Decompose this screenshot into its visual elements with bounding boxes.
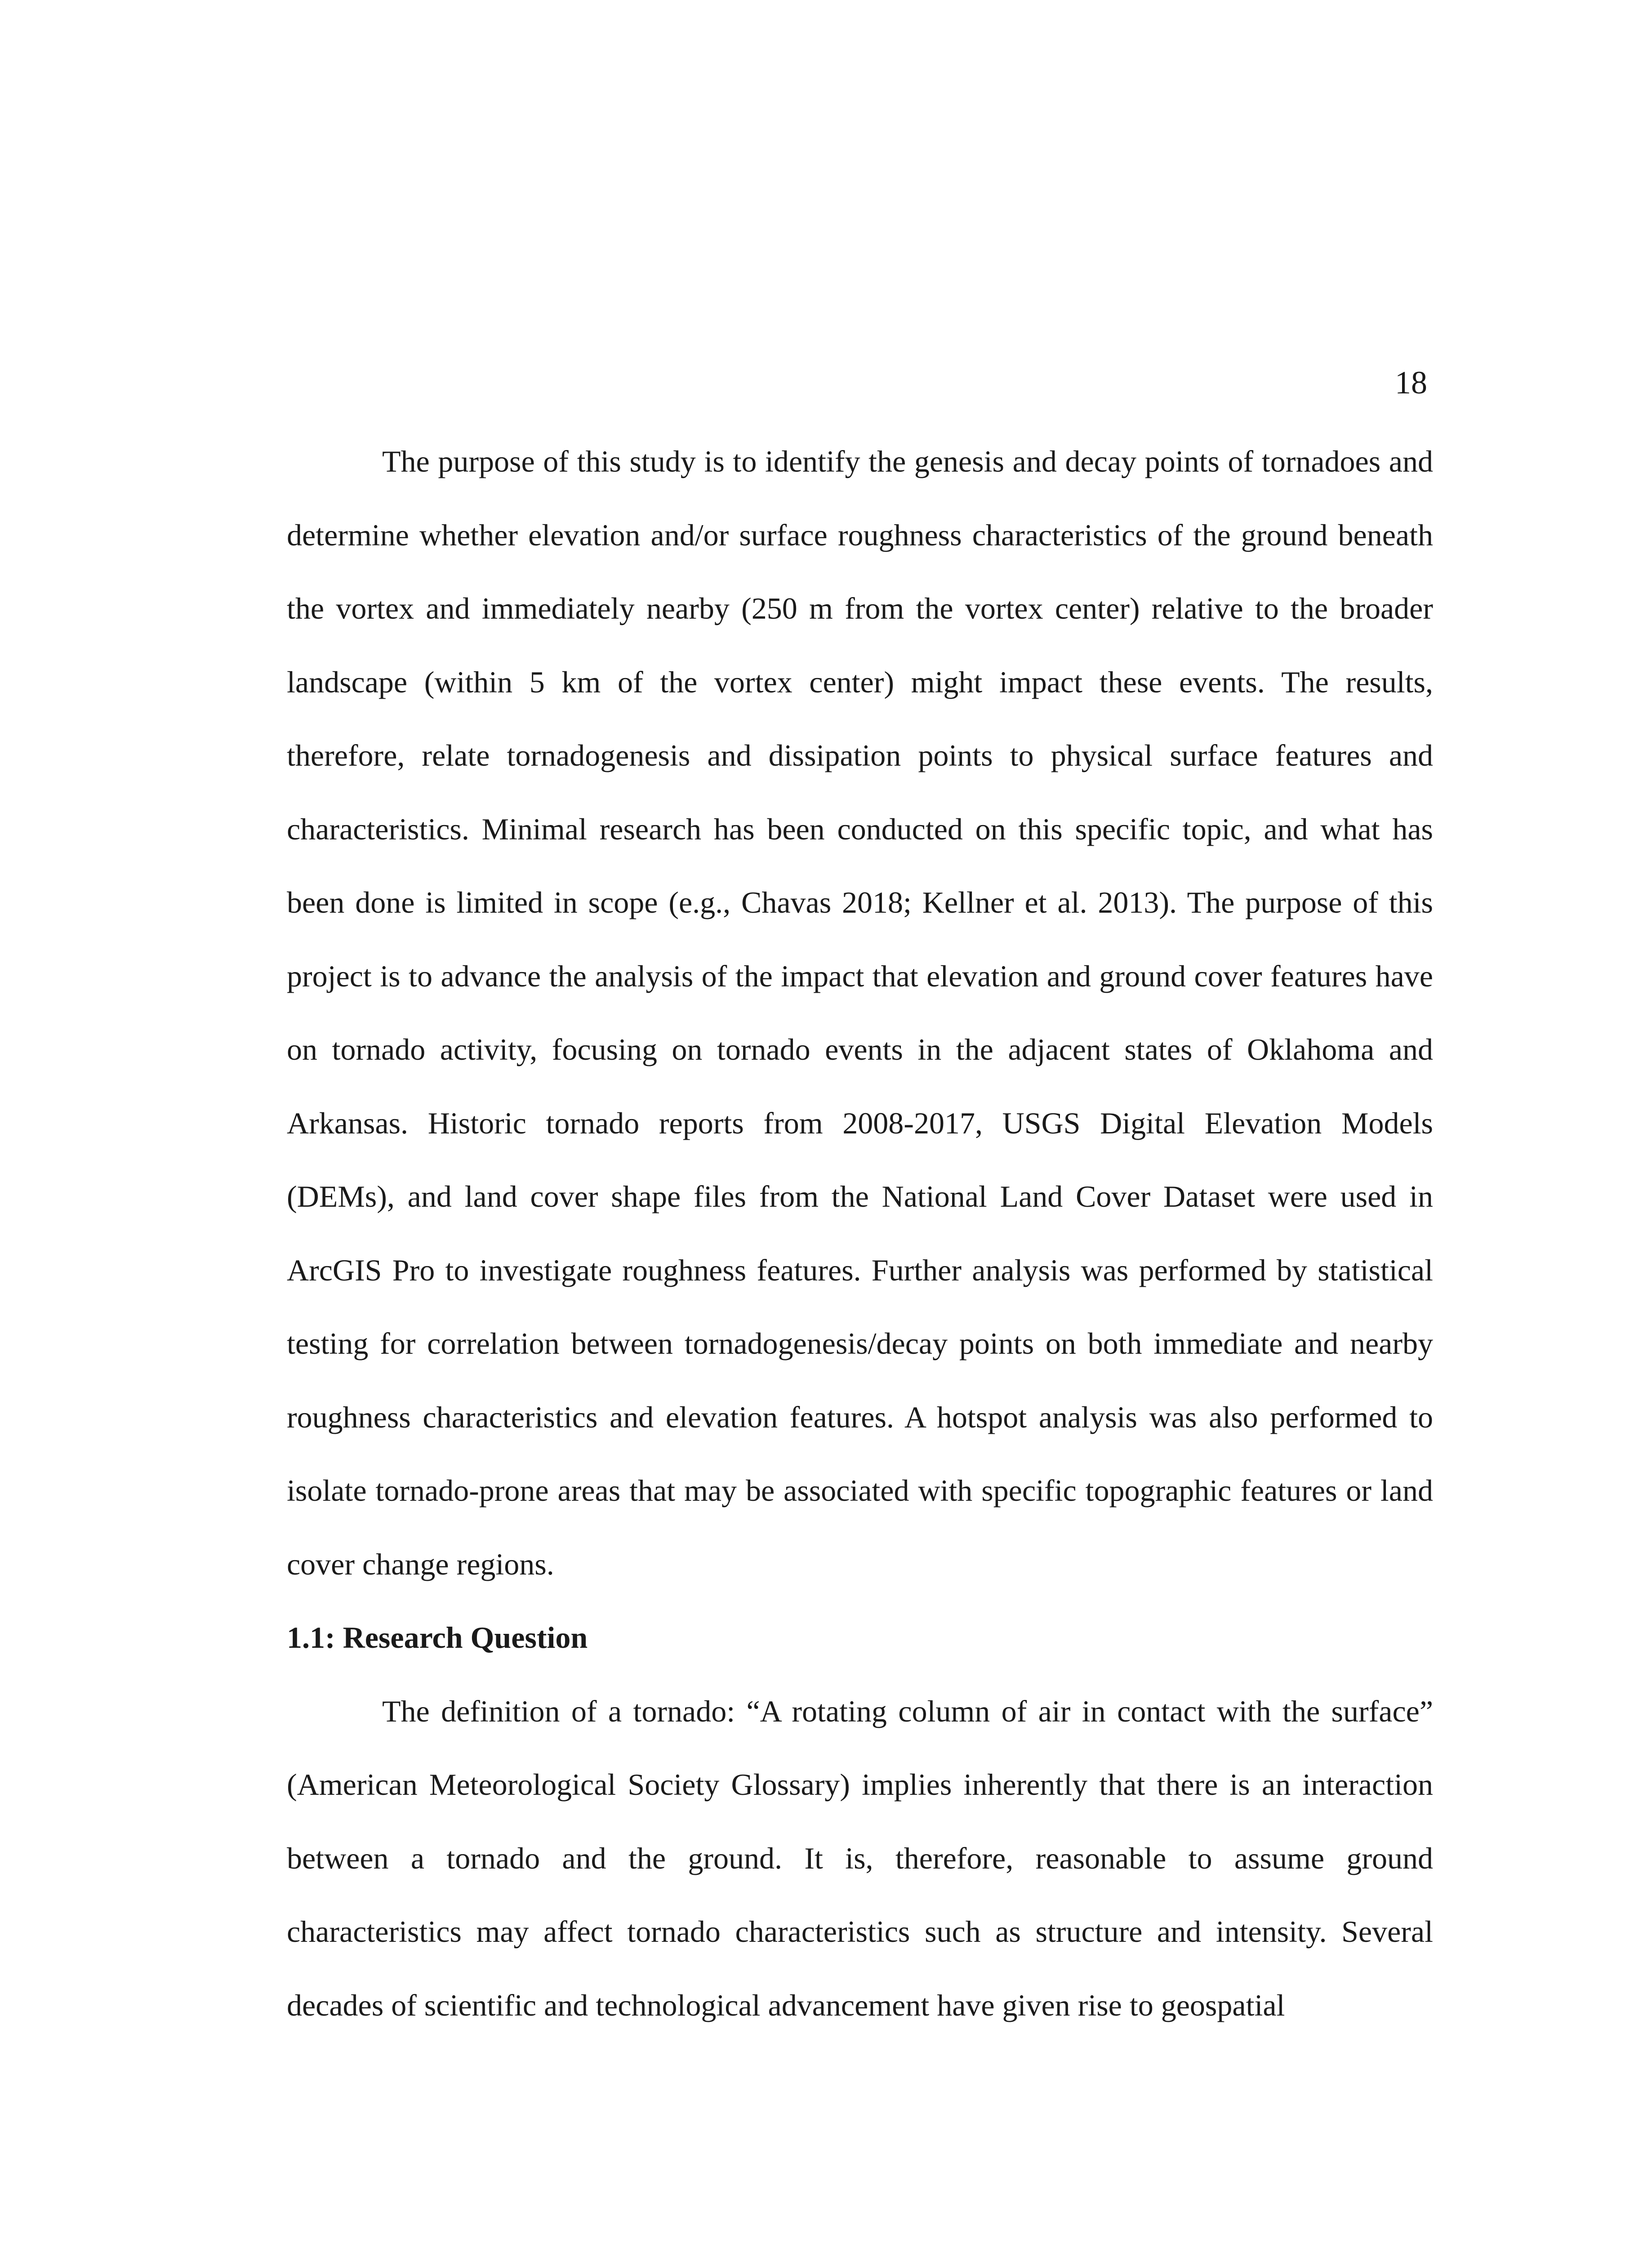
paragraph-study-purpose: The purpose of this study is to identify the genesis and decay points of tornadoes and determine whether elevation and/or surface roughness characteristics of the ground beneath the vortex and immediately nearby (250 m from the vortex center) relative to the broader landscape (within 5 km of the vortex center) might impact these events. The results, therefore, relate tornadogenesis and dissipation points to physical surface features and characteristics. Minimal research has been conducted on this specific topic, and what has been done is limited in scope (e.g., Chavas 2018; Kellner et al. 2013). The purpose of this project is to advance the analysis of the impact that elevation and ground cover features have on tornado activity, focusing on tornado events in the adjacent states of Oklahoma and Arkansas. Historic tornado reports from 2008-2017, USGS Digital Elevation Models (DEMs), and land cover shape files from the National Land Cover Dataset were used in ArcGIS Pro to investigate roughness features. Further analysis was performed by statistical testing for correlation between tornadogenesis/decay points on both immediate and nearby roughness characteristics and elevation features. A hotspot analysis was also performed to isolate tornado-prone areas that may be associated with specific topographic features or land cover change regions. bbox=[287, 444, 1433, 1581]
section-heading-research-question: 1.1: Research Question bbox=[287, 1620, 588, 1655]
body-text bbox=[287, 425, 1433, 2042]
paragraph-tornado-definition: The definition of a tornado: “A rotating column of air in contact with the surface” (American Meteorological Society Glossary) implies inherently that there is an interaction between a tornado and the ground. It is, therefore, reasonable to assume ground characteristics may affect tornado characteristics such as structure and intensity. Several decades of scientific and technological advancement have given rise to geospatial bbox=[287, 1694, 1433, 2022]
page-number: 18 bbox=[1395, 365, 1427, 401]
